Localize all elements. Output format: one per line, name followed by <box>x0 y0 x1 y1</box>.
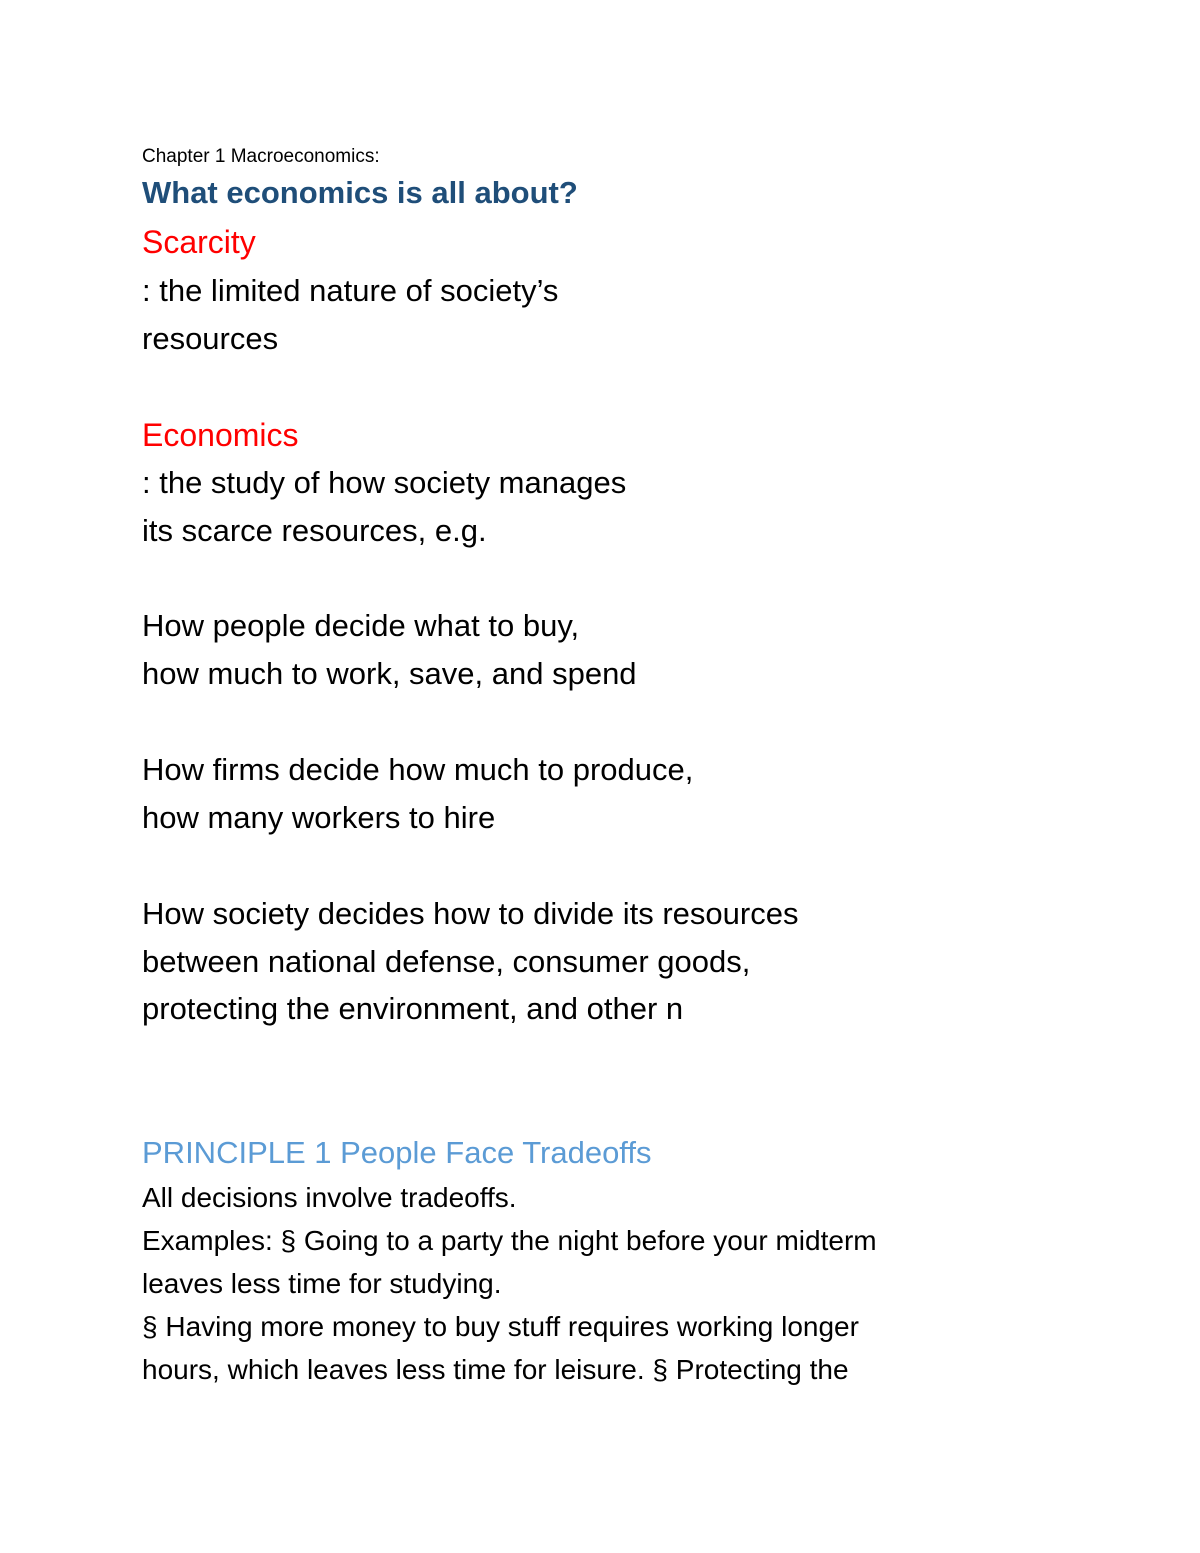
principle-1-line5: hours, which leaves less time for leisure. § Protecting the <box>142 1354 849 1385</box>
scarcity-definition-line2: resources <box>142 321 279 356</box>
economics-definition-line2: its scarce resources, e.g. <box>142 513 487 548</box>
society-example-line3: protecting the environment, and other n <box>142 991 684 1026</box>
chapter-label: Chapter 1 Macroeconomics: <box>142 146 380 167</box>
firms-example-line2: how many workers to hire <box>142 800 496 835</box>
main-heading: What economics is all about? <box>142 175 578 210</box>
economics-definition-line1: : the study of how society manages <box>142 465 627 500</box>
principle-1-line2: Examples: § Going to a party the night before your midterm <box>142 1225 877 1256</box>
principle-1-line3: leaves less time for studying. <box>142 1268 502 1299</box>
scarcity-definition-line1: : the limited nature of society’s <box>142 273 559 308</box>
society-example-line1: How society decides how to divide its resources <box>142 896 799 931</box>
economics-term: Economics <box>142 417 299 453</box>
principle-1-line4: § Having more money to buy stuff requires working longer <box>142 1311 859 1342</box>
society-example-line2: between national defense, consumer goods, <box>142 944 751 979</box>
scarcity-term: Scarcity <box>142 224 256 260</box>
principle-1-title: PRINCIPLE 1 People Face Tradeoffs <box>142 1135 652 1170</box>
firms-example-line1: How firms decide how much to produce, <box>142 752 694 787</box>
people-example-line1: How people decide what to buy, <box>142 608 580 643</box>
people-example-line2: how much to work, save, and spend <box>142 656 637 691</box>
principle-1-line1: All decisions involve tradeoffs. <box>142 1182 517 1213</box>
